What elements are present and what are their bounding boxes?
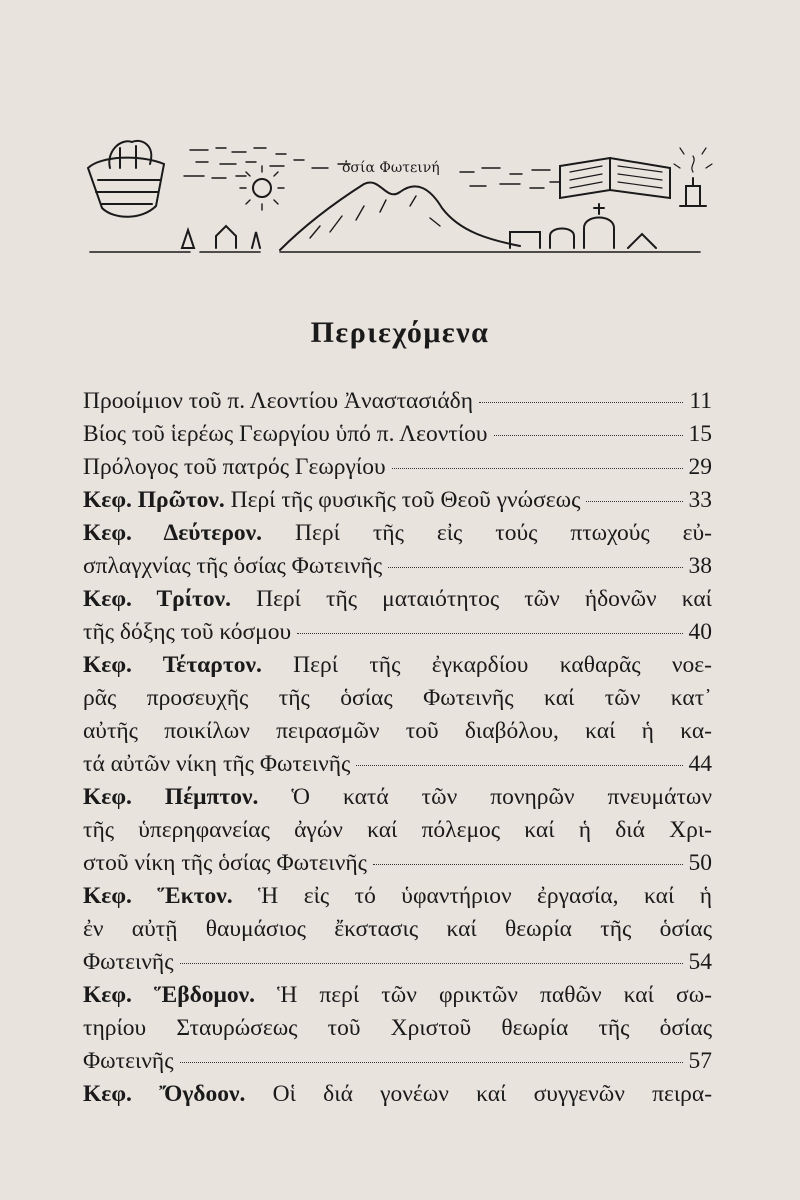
toc-entry bbox=[83, 385, 712, 418]
toc-entry-title: Φωτεινῆς bbox=[83, 949, 174, 975]
toc-page-number: 29 bbox=[688, 454, 712, 480]
toc-page-number: 33 bbox=[688, 487, 712, 513]
toc-entry bbox=[83, 517, 712, 550]
table-of-contents bbox=[83, 385, 712, 1111]
toc-entry-title: τά αὐτῶν νίκη τῆς Φωτεινῆς bbox=[83, 751, 351, 777]
toc-entry-continuation bbox=[83, 616, 712, 649]
toc-page-number: 15 bbox=[688, 421, 712, 447]
toc-page-number: 57 bbox=[688, 1048, 712, 1074]
toc-entry-title: Περί τῆς φυσικῆς τοῦ Θεοῦ γνώσεως bbox=[230, 487, 581, 513]
dot-leader bbox=[297, 632, 682, 634]
dot-leader bbox=[479, 401, 683, 403]
book-icon bbox=[560, 158, 670, 198]
chapter-label: Κεφ. Ὄγδοον. bbox=[83, 1081, 246, 1107]
toc-entry bbox=[83, 484, 712, 517]
dot-leader bbox=[180, 1061, 683, 1063]
dot-leader bbox=[180, 962, 683, 964]
toc-entry-continuation bbox=[83, 1045, 712, 1078]
toc-entry-title: ἐν αὐτῇ θαυμάσιος ἔκστασις καί θεωρία τῆς ὁσίας bbox=[83, 916, 712, 942]
toc-entry-continuation bbox=[83, 946, 712, 979]
toc-entry-continuation bbox=[83, 1012, 712, 1045]
toc-entry-continuation bbox=[83, 814, 712, 847]
toc-entry-title: στοῦ νίκη τῆς ὁσίας Φωτεινῆς bbox=[83, 850, 367, 876]
toc-entry bbox=[83, 649, 712, 682]
toc-entry-title: Περί τῆς ἐγκαρδίου καθαρᾶς νοε- bbox=[293, 652, 712, 678]
page-title: Περιεχόμενα bbox=[310, 316, 490, 349]
toc-entry bbox=[83, 1078, 712, 1111]
toc-entry-continuation bbox=[83, 550, 712, 583]
toc-page-number: 40 bbox=[688, 619, 712, 645]
toc-entry-title: τῆς ὑπερηφανείας ἀγών καί πόλεμος καί ἡ διά Χρι- bbox=[83, 817, 712, 843]
chapter-label: Κεφ. Δεύτερον. bbox=[83, 520, 263, 546]
toc-entry-title: Φωτεινῆς bbox=[83, 1048, 174, 1074]
toc-entry-title: ρᾶς προσευχῆς τῆς ὁσίας Φωτεινῆς καί τῶν κατ᾽ bbox=[83, 685, 712, 711]
toc-entry-title: Προοίμιον τοῦ π. Λεοντίου Ἀναστασιάδη bbox=[83, 388, 474, 414]
dot-leader bbox=[494, 434, 683, 436]
toc-entry-title: Πρόλογος τοῦ πατρός Γεωργίου bbox=[83, 454, 386, 480]
toc-entry-title: Ὁ κατά τῶν πονηρῶν πνευμάτων bbox=[291, 784, 712, 810]
toc-page-number: 38 bbox=[688, 553, 712, 579]
toc-entry-title: Βίος τοῦ ἱερέως Γεωργίου ὑπό π. Λεοντίου bbox=[83, 421, 488, 447]
chapter-label: Κεφ. Πέμπτον. bbox=[83, 784, 259, 810]
vignette-lettering: ὁσία Φωτεινή bbox=[342, 160, 440, 176]
sun-icon bbox=[253, 179, 271, 197]
toc-entry bbox=[83, 451, 712, 484]
toc-entry-title: Οἱ διά γονέων καί συγγενῶν πειρα- bbox=[272, 1081, 712, 1107]
toc-entry bbox=[83, 781, 712, 814]
toc-entry bbox=[83, 583, 712, 616]
basket-icon bbox=[88, 158, 164, 217]
vignette-illustration bbox=[80, 128, 720, 260]
toc-entry-title: τῆς δόξης τοῦ κόσμου bbox=[83, 619, 292, 645]
toc-entry-title: Περί τῆς ματαιότητος τῶν ἡδονῶν καί bbox=[256, 586, 712, 612]
toc-entry-continuation bbox=[83, 748, 712, 781]
toc-page-number: 11 bbox=[689, 388, 712, 414]
chapter-label: Κεφ. Τέταρτον. bbox=[83, 652, 262, 678]
toc-entry-title: Ἡ εἰς τό ὑφαντήριον ἐργασία, καί ἡ bbox=[258, 883, 712, 909]
toc-entry bbox=[83, 979, 712, 1012]
chapter-label: Κεφ. Τρίτον. bbox=[83, 586, 232, 612]
toc-page-number: 50 bbox=[688, 850, 712, 876]
toc-entry-title: σπλαγχνίας τῆς ὁσίας Φωτεινῆς bbox=[83, 553, 383, 579]
toc-page-number: 54 bbox=[688, 949, 712, 975]
toc-entry bbox=[83, 418, 712, 451]
toc-entry-title: τηρίου Σταυρώσεως τοῦ Χριστοῦ θεωρία τῆς ὁσίας bbox=[83, 1015, 712, 1041]
toc-entry-continuation bbox=[83, 913, 712, 946]
church-icon bbox=[510, 204, 614, 248]
dot-leader bbox=[586, 500, 682, 502]
chapter-label: Κεφ. Ἕκτον. bbox=[83, 883, 233, 909]
toc-entry-continuation bbox=[83, 715, 712, 748]
dot-leader bbox=[388, 566, 682, 568]
toc-entry-title: Περί τῆς εἰς τούς πτωχούς εὐ- bbox=[295, 520, 712, 546]
toc-entry-continuation bbox=[83, 682, 712, 715]
candle-icon bbox=[680, 178, 706, 206]
toc-page-number: 44 bbox=[688, 751, 712, 777]
dot-leader bbox=[373, 863, 683, 865]
mountain-icon bbox=[280, 182, 520, 250]
toc-entry-title: Ἡ περί τῶν φρικτῶν παθῶν καί σω- bbox=[277, 982, 712, 1008]
chapter-label: Κεφ. Πρῶτον. bbox=[83, 487, 225, 513]
toc-entry-continuation bbox=[83, 847, 712, 880]
toc-entry-title: αὐτῆς ποικίλων πειρασμῶν τοῦ διαβόλου, καί ἡ κα- bbox=[83, 718, 712, 744]
dot-leader bbox=[356, 764, 682, 766]
dot-leader bbox=[392, 467, 683, 469]
toc-entry bbox=[83, 880, 712, 913]
chapter-label: Κεφ. Ἕβδομον. bbox=[83, 982, 255, 1008]
